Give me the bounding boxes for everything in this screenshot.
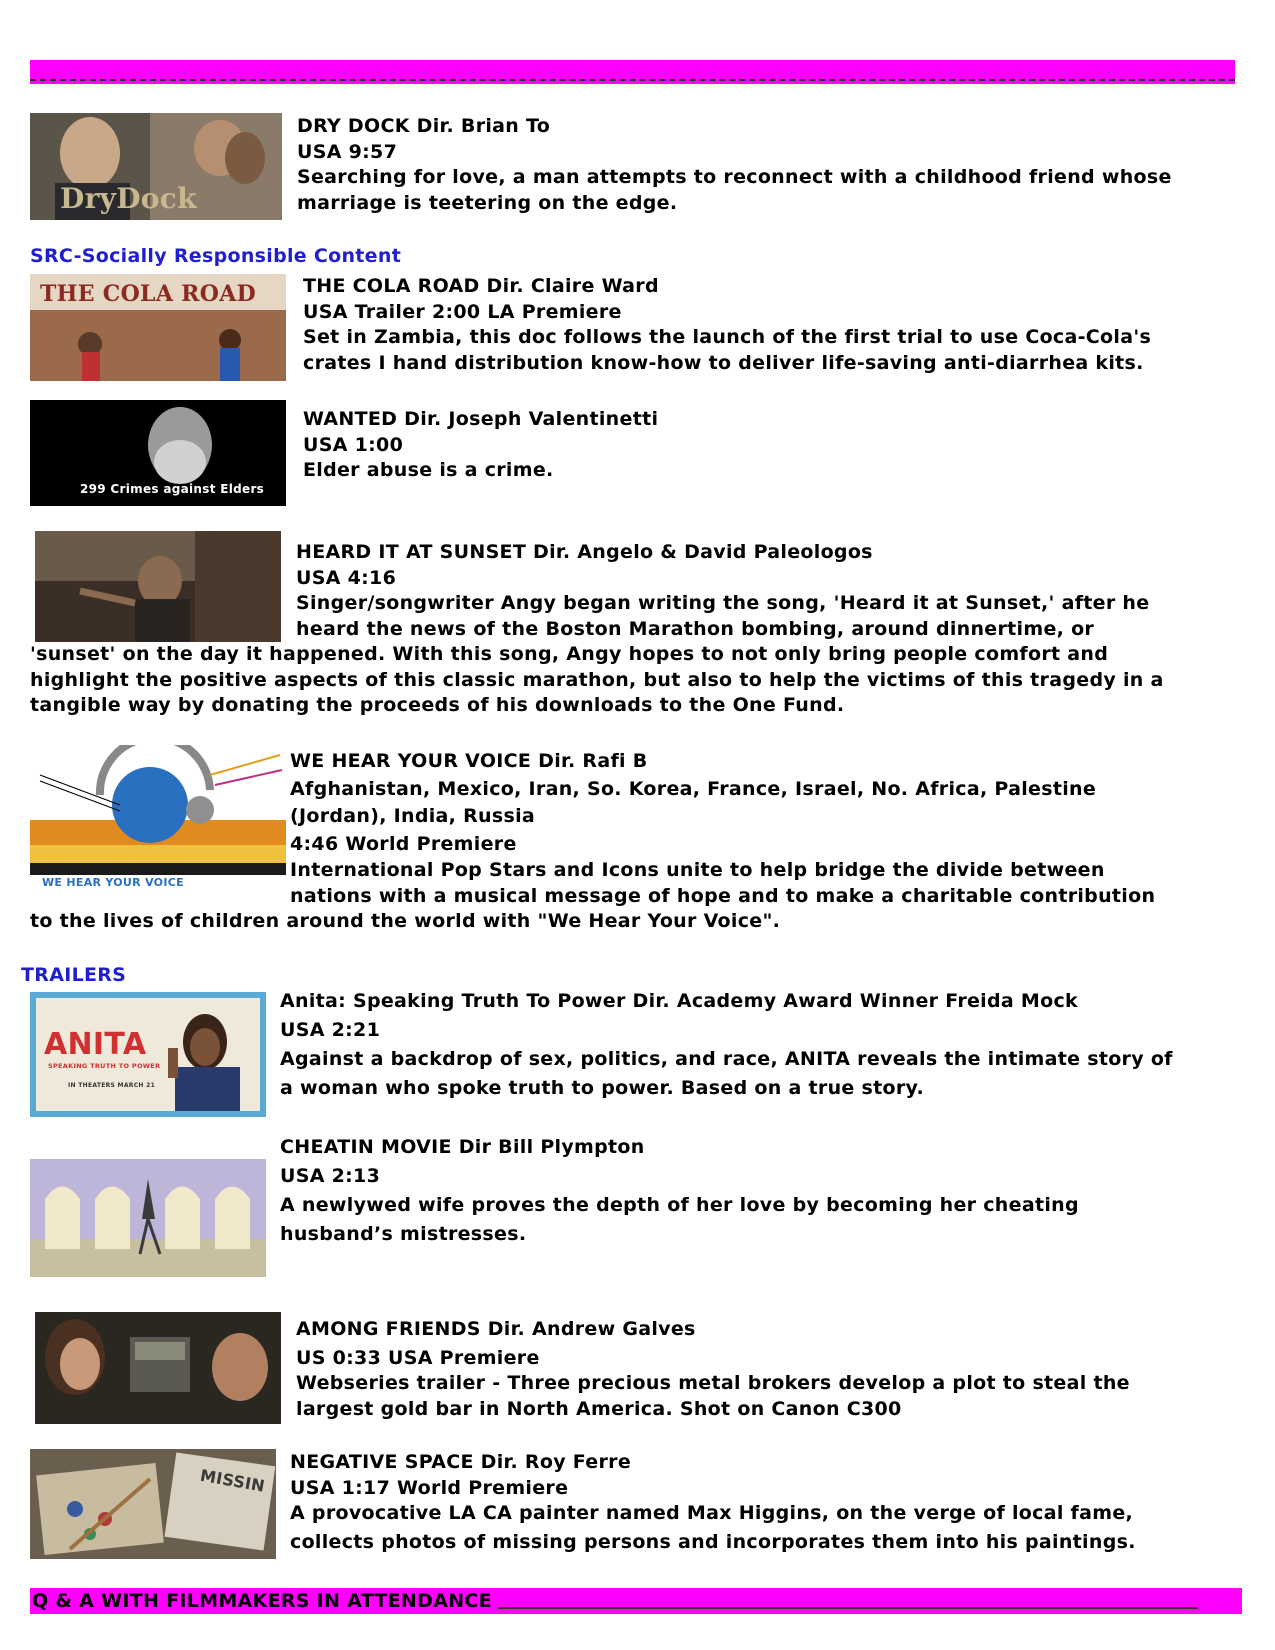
film-description-continued bbox=[30, 909, 780, 935]
film-title: CHEATIN MOVIE Dir Bill Plympton bbox=[280, 1136, 645, 1158]
film-description-line: husband’s mistresses. bbox=[280, 1223, 527, 1245]
film-title: DRY DOCK Dir. Brian To bbox=[297, 115, 551, 137]
cola-road-thumbnail bbox=[30, 274, 286, 381]
footer-bar-underline bbox=[498, 1605, 1198, 1609]
section-label-src: SRC-Socially Responsible Content bbox=[30, 245, 402, 267]
film-description-line: to the lives of children around the world with "We Hear Your Voice". bbox=[30, 910, 781, 932]
film-description-line: A provocative LA CA painter named Max Higgins, on the verge of local fame, bbox=[290, 1502, 1134, 1524]
film-entry-cola-road bbox=[303, 274, 1151, 376]
film-description-line: Elder abuse is a crime. bbox=[303, 459, 554, 481]
svg-text:IN THEATERS MARCH 21: IN THEATERS MARCH 21 bbox=[68, 1082, 156, 1089]
film-description-line: 'sunset' on the day it happened. With this song, Angy hopes to not only bring people comfort and bbox=[30, 643, 1109, 665]
film-title: WE HEAR YOUR VOICE Dir. Rafi B bbox=[290, 750, 648, 772]
footer-bar bbox=[30, 1588, 1242, 1614]
film-description-line: Set in Zambia, this doc follows the launch of the first trial to use Coca-Cola's bbox=[303, 326, 1152, 348]
film-title: AMONG FRIENDS Dir. Andrew Galves bbox=[296, 1318, 696, 1340]
film-description-line: International Pop Stars and Icons unite to help bridge the divide between bbox=[290, 859, 1105, 881]
svg-text:ANITA: ANITA bbox=[44, 1027, 147, 1062]
film-description-line: highlight the positive aspects of this classic marathon, but also to help the victims of this tragedy in a bbox=[30, 668, 1164, 691]
film-meta: 4:46 World Premiere bbox=[290, 832, 517, 855]
film-description-line: marriage is teetering on the edge. bbox=[297, 191, 678, 214]
film-entry-wanted bbox=[303, 407, 658, 484]
film-meta: USA 1:00 bbox=[303, 433, 404, 456]
film-title: THE COLA ROAD Dir. Claire Ward bbox=[303, 275, 659, 297]
film-meta: USA 4:16 bbox=[296, 566, 397, 589]
film-description-line: Searching for love, a man attempts to reconnect with a childhood friend whose bbox=[297, 166, 1172, 188]
footer-bar-label: Q & A WITH FILMMAKERS IN ATTENDANCE bbox=[32, 1590, 492, 1612]
among-friends-thumbnail bbox=[35, 1312, 281, 1424]
film-meta: USA 2:21 bbox=[280, 1019, 381, 1041]
svg-text:DryDock: DryDock bbox=[60, 182, 197, 215]
film-meta: Afghanistan, Mexico, Iran, So. Korea, France, Israel, No. Africa, Palestine bbox=[290, 777, 1097, 800]
header-bar bbox=[30, 60, 1235, 84]
anita-poster-image bbox=[30, 992, 266, 1117]
svg-text:WE HEAR YOUR VOICE: WE HEAR YOUR VOICE bbox=[42, 876, 184, 888]
film-description-line: tangible way by donating the proceeds of his downloads to the One Fund. bbox=[30, 694, 845, 716]
film-description-line: Against a backdrop of sex, politics, and race, ANITA reveals the intimate story of bbox=[280, 1048, 1173, 1070]
section-label-trailers: TRAILERS bbox=[21, 964, 127, 986]
film-description-continued bbox=[30, 642, 1164, 719]
film-entry-negative-space bbox=[290, 1450, 1136, 1555]
dry-dock-poster-image bbox=[30, 113, 282, 220]
among-friends-poster-image bbox=[35, 1312, 281, 1424]
film-meta: (Jordan), India, Russia bbox=[290, 805, 536, 827]
film-meta: US 0:33 USA Premiere bbox=[296, 1346, 540, 1369]
negative-space-poster-image bbox=[30, 1449, 276, 1559]
negative-space-thumbnail bbox=[30, 1449, 276, 1559]
svg-text:299 Crimes against Elders: 299 Crimes against Elders bbox=[80, 482, 265, 496]
film-description-line: Webseries trailer - Three precious metal brokers develop a plot to steal the bbox=[296, 1372, 1130, 1394]
film-meta: USA 9:57 bbox=[297, 140, 398, 163]
svg-text:THE COLA ROAD: THE COLA ROAD bbox=[40, 281, 256, 307]
film-entry-we-hear-your-voice bbox=[290, 748, 1096, 858]
svg-text:MISSIN: MISSIN bbox=[198, 1465, 267, 1496]
film-description-line: nations with a musical message of hope and to make a charitable contribution bbox=[290, 884, 1156, 907]
film-title: HEARD IT AT SUNSET Dir. Angelo & David Paleologos bbox=[296, 541, 873, 563]
we-hear-your-voice-poster-image bbox=[30, 745, 286, 888]
heard-it-at-sunset-thumbnail bbox=[35, 531, 281, 642]
cola-road-poster-image bbox=[30, 274, 286, 381]
film-description-line: crates I hand distribution know-how to deliver life-saving anti-diarrhea kits. bbox=[303, 351, 1144, 374]
film-description-line: a woman who spoke truth to power. Based on a true story. bbox=[280, 1077, 924, 1099]
film-entry-among-friends bbox=[296, 1317, 1130, 1422]
film-meta: USA Trailer 2:00 LA Premiere bbox=[303, 300, 622, 323]
we-hear-your-voice-thumbnail bbox=[30, 745, 286, 888]
film-meta: USA 2:13 bbox=[280, 1165, 381, 1187]
cheatin-thumbnail bbox=[30, 1159, 266, 1277]
film-title: Anita: Speaking Truth To Power Dir. Academy Award Winner Freida Mock bbox=[280, 990, 1078, 1012]
film-description-line: heard the news of the Boston Marathon bombing, around dinnertime, or bbox=[296, 617, 1095, 640]
film-entry-dry-dock bbox=[297, 114, 1172, 216]
wanted-thumbnail bbox=[30, 400, 286, 506]
film-meta: USA 1:17 World Premiere bbox=[290, 1476, 569, 1499]
film-description-block bbox=[290, 858, 1155, 909]
svg-text:SPEAKING TRUTH TO POWER: SPEAKING TRUTH TO POWER bbox=[48, 1062, 161, 1070]
film-description-line: Singer/songwriter Angy began writing the song, 'Heard it at Sunset,' after he bbox=[296, 592, 1150, 614]
dry-dock-thumbnail bbox=[30, 113, 282, 220]
wanted-poster-image bbox=[30, 400, 286, 506]
film-title: WANTED Dir. Joseph Valentinetti bbox=[303, 408, 659, 430]
cheatin-animation-still bbox=[30, 1159, 266, 1277]
film-title: NEGATIVE SPACE Dir. Roy Ferre bbox=[290, 1451, 632, 1473]
film-entry-heard-it-at-sunset bbox=[296, 540, 1149, 642]
anita-thumbnail bbox=[30, 992, 266, 1117]
film-entry-anita bbox=[280, 987, 1173, 1103]
film-description-line: largest gold bar in North America. Shot on Canon C300 bbox=[296, 1397, 902, 1420]
film-description-line: collects photos of missing persons and incorporates them into his paintings. bbox=[290, 1530, 1136, 1553]
heard-it-at-sunset-image bbox=[35, 531, 281, 642]
film-entry-cheatin bbox=[280, 1133, 1079, 1249]
film-description-line: A newlywed wife proves the depth of her love by becoming her cheating bbox=[280, 1194, 1079, 1216]
